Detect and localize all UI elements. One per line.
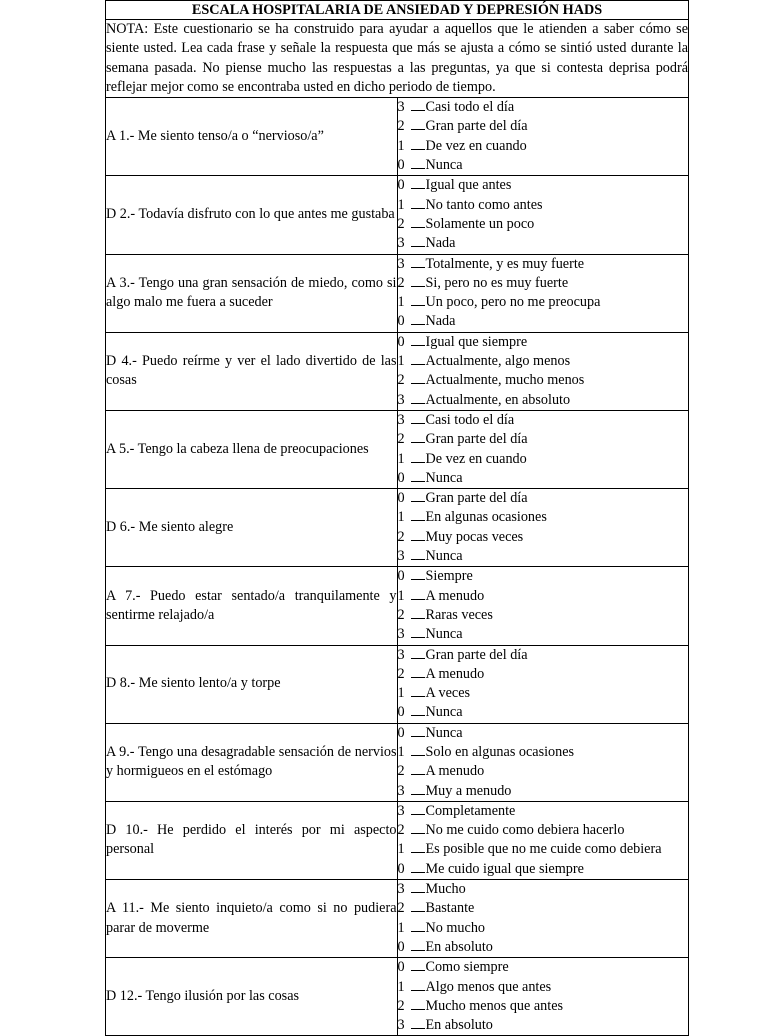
hads-table — [105, 0, 689, 1036]
option-score: 1 — [397, 743, 405, 760]
answer-blank-line[interactable] — [411, 508, 425, 521]
answer-options — [397, 880, 689, 958]
option-label: A menudo — [425, 587, 485, 604]
question-row — [106, 723, 689, 801]
answer-option[interactable] — [398, 880, 689, 899]
answer-option[interactable] — [398, 547, 689, 566]
answer-option[interactable] — [398, 196, 689, 215]
answer-blank-line[interactable] — [411, 234, 425, 247]
option-label: No tanto como antes — [425, 196, 543, 213]
option-score: 0 — [397, 860, 405, 877]
option-label: No me cuido como debiera hacerlo — [425, 822, 625, 839]
option-score: 1 — [397, 353, 405, 370]
answer-blank-line[interactable] — [411, 117, 425, 130]
option-label: Raras veces — [425, 606, 493, 623]
answer-blank-line[interactable] — [411, 391, 425, 404]
answer-blank-line[interactable] — [411, 782, 425, 795]
answer-option[interactable] — [398, 411, 689, 430]
question-text: D 4.- Puedo reírme y ver el lado divertido de las cosas — [106, 332, 398, 410]
answer-options — [397, 489, 689, 567]
answer-option[interactable] — [398, 587, 689, 606]
answer-blank-line[interactable] — [411, 196, 425, 209]
answer-blank-line[interactable] — [411, 567, 425, 580]
answer-option[interactable] — [398, 840, 689, 859]
answer-blank-line[interactable] — [411, 293, 425, 306]
answer-option[interactable] — [398, 430, 689, 449]
answer-blank-line[interactable] — [411, 430, 425, 443]
option-label: Actualmente, mucho menos — [425, 372, 585, 389]
answer-blank-line[interactable] — [411, 625, 425, 638]
option-label: Gran parte del día — [425, 118, 528, 135]
option-label: Me cuido igual que siempre — [425, 860, 584, 877]
answer-blank-line[interactable] — [411, 762, 425, 775]
answer-options — [397, 723, 689, 801]
option-score: 1 — [397, 685, 405, 702]
answer-blank-line[interactable] — [411, 997, 425, 1010]
question-row — [106, 567, 689, 645]
option-label: Un poco, pero no me preocupa — [425, 294, 601, 311]
answer-option[interactable] — [398, 176, 689, 195]
answer-blank-line[interactable] — [411, 938, 425, 951]
answer-option[interactable] — [398, 625, 689, 644]
option-label: Mucho — [425, 881, 466, 898]
answer-option[interactable] — [398, 782, 689, 801]
option-label: Es posible que no me cuide como debiera — [425, 841, 662, 858]
option-score: 0 — [397, 938, 405, 955]
answer-blank-line[interactable] — [411, 821, 425, 834]
option-label: Nunca — [425, 724, 463, 741]
answer-blank-line[interactable] — [411, 880, 425, 893]
answer-option[interactable] — [398, 684, 689, 703]
option-label: Algo menos que antes — [425, 978, 552, 995]
option-score: 1 — [397, 587, 405, 604]
answer-blank-line[interactable] — [411, 489, 425, 502]
question-text: D 12.- Tengo ilusión por las cosas — [106, 958, 398, 1036]
option-score: 1 — [397, 919, 405, 936]
answer-option[interactable] — [398, 743, 689, 762]
answer-option[interactable] — [398, 137, 689, 156]
option-label: A menudo — [425, 763, 485, 780]
option-score: 3 — [397, 99, 405, 116]
option-score: 2 — [397, 900, 405, 917]
option-label: De vez en cuando — [425, 137, 527, 154]
answer-option[interactable] — [398, 156, 689, 175]
question-text: D 2.- Todavía disfruto con lo que antes me gustaba — [106, 176, 398, 254]
answer-blank-line[interactable] — [411, 743, 425, 756]
answer-blank-line[interactable] — [411, 176, 425, 189]
answer-option[interactable] — [398, 274, 689, 293]
answer-blank-line[interactable] — [411, 703, 425, 716]
option-label: Nunca — [425, 157, 463, 174]
option-label: En absoluto — [425, 1017, 493, 1034]
question-row — [106, 410, 689, 488]
answer-blank-line[interactable] — [411, 899, 425, 912]
option-score: 2 — [397, 997, 405, 1014]
answer-blank-line[interactable] — [411, 646, 425, 659]
answer-blank-line[interactable] — [411, 606, 425, 619]
option-label: A veces — [425, 685, 471, 702]
answer-option[interactable] — [398, 508, 689, 527]
answer-option[interactable] — [398, 606, 689, 625]
answer-option[interactable] — [398, 703, 689, 722]
answer-option[interactable] — [398, 450, 689, 469]
answer-options — [397, 801, 689, 879]
question-text: D 8.- Me siento lento/a y torpe — [106, 645, 398, 723]
answer-option[interactable] — [398, 333, 689, 352]
option-label: Actualmente, algo menos — [425, 353, 571, 370]
answer-blank-line[interactable] — [411, 860, 425, 873]
answer-option[interactable] — [398, 860, 689, 879]
question-text: D 10.- He perdido el interés por mi aspecto personal — [106, 801, 398, 879]
option-score: 0 — [397, 333, 405, 350]
option-score: 2 — [397, 274, 405, 291]
answer-option[interactable] — [398, 489, 689, 508]
option-score: 1 — [397, 841, 405, 858]
option-score: 3 — [397, 255, 405, 272]
question-text: A 7.- Puedo estar sentado/a tranquilamente y sentirme relajado/a — [106, 567, 398, 645]
answer-option[interactable] — [398, 469, 689, 488]
option-score: 3 — [397, 782, 405, 799]
answer-option[interactable] — [398, 352, 689, 371]
question-text: A 3.- Tengo una gran sensación de miedo, como si algo malo me fuera a suceder — [106, 254, 398, 332]
option-score: 1 — [397, 978, 405, 995]
option-label: Como siempre — [425, 959, 509, 976]
option-label: Nunca — [425, 626, 463, 643]
option-label: Mucho menos que antes — [425, 997, 564, 1014]
answer-blank-line[interactable] — [411, 724, 425, 737]
option-score: 1 — [397, 450, 405, 467]
option-score: 1 — [397, 196, 405, 213]
answer-options — [397, 176, 689, 254]
document-title: ESCALA HOSPITALARIA DE ANSIEDAD Y DEPRESIÓN HADS — [106, 1, 689, 20]
option-score: 0 — [397, 177, 405, 194]
option-label: En absoluto — [425, 938, 493, 955]
answer-blank-line[interactable] — [411, 802, 425, 815]
answer-blank-line[interactable] — [411, 528, 425, 541]
answer-options — [397, 958, 689, 1036]
title-row — [106, 1, 689, 20]
option-label: Casi todo el día — [425, 99, 515, 116]
answer-blank-line[interactable] — [411, 665, 425, 678]
answer-option[interactable] — [398, 1016, 689, 1035]
answer-blank-line[interactable] — [411, 469, 425, 482]
answer-option[interactable] — [398, 762, 689, 781]
option-score: 0 — [397, 959, 405, 976]
option-score: 2 — [397, 431, 405, 448]
option-label: Gran parte del día — [425, 431, 528, 448]
answer-blank-line[interactable] — [411, 1016, 425, 1029]
question-text: D 6.- Me siento alegre — [106, 489, 398, 567]
option-score: 3 — [397, 548, 405, 565]
option-label: Casi todo el día — [425, 411, 515, 428]
option-score: 0 — [397, 490, 405, 507]
note-row — [106, 20, 689, 98]
option-label: A menudo — [425, 665, 485, 682]
answer-option[interactable] — [398, 802, 689, 821]
hads-document — [105, 0, 689, 1036]
answer-blank-line[interactable] — [411, 587, 425, 600]
question-text: A 5.- Tengo la cabeza llena de preocupaciones — [106, 410, 398, 488]
option-score: 0 — [397, 469, 405, 486]
option-score: 3 — [397, 1017, 405, 1034]
answer-blank-line[interactable] — [411, 411, 425, 424]
option-label: Igual que siempre — [425, 333, 528, 350]
question-row — [106, 958, 689, 1036]
answer-option[interactable] — [398, 215, 689, 234]
answer-blank-line[interactable] — [411, 274, 425, 287]
option-label: No mucho — [425, 919, 486, 936]
option-score: 3 — [397, 411, 405, 428]
option-score: 1 — [397, 137, 405, 154]
option-score: 0 — [397, 724, 405, 741]
option-label: De vez en cuando — [425, 450, 527, 467]
question-row — [106, 880, 689, 958]
option-score: 3 — [397, 881, 405, 898]
question-row — [106, 801, 689, 879]
question-row — [106, 176, 689, 254]
answer-option[interactable] — [398, 98, 689, 117]
option-score: 2 — [397, 763, 405, 780]
answer-option[interactable] — [398, 567, 689, 586]
question-text: A 11.- Me siento inquieto/a como si no pudiera parar de moverme — [106, 880, 398, 958]
answer-option[interactable] — [398, 821, 689, 840]
answer-blank-line[interactable] — [411, 137, 425, 150]
option-score: 2 — [397, 822, 405, 839]
answer-blank-line[interactable] — [411, 958, 425, 971]
answer-option[interactable] — [398, 371, 689, 390]
answer-option[interactable] — [398, 899, 689, 918]
option-score: 3 — [397, 626, 405, 643]
option-label: Solamente un poco — [425, 215, 535, 232]
option-label: Muy pocas veces — [425, 528, 524, 545]
option-label: Siempre — [425, 568, 473, 585]
answer-options — [397, 332, 689, 410]
answer-option[interactable] — [398, 978, 689, 997]
option-label: Nunca — [425, 704, 463, 721]
option-label: Nunca — [425, 469, 463, 486]
option-label: Nada — [425, 235, 456, 252]
option-score: 0 — [397, 313, 405, 330]
answer-option[interactable] — [398, 255, 689, 274]
option-score: 2 — [397, 215, 405, 232]
answer-option[interactable] — [398, 391, 689, 410]
option-score: 2 — [397, 528, 405, 545]
option-label: Completamente — [425, 802, 516, 819]
answer-blank-line[interactable] — [411, 978, 425, 991]
question-text: A 9.- Tengo una desagradable sensación de nervios y hormigueos en el estómago — [106, 723, 398, 801]
option-score: 3 — [397, 646, 405, 663]
answer-blank-line[interactable] — [411, 684, 425, 697]
answer-option[interactable] — [398, 938, 689, 957]
answer-option[interactable] — [398, 312, 689, 331]
option-label: Igual que antes — [425, 177, 512, 194]
option-label: Bastante — [425, 900, 475, 917]
question-row — [106, 254, 689, 332]
option-label: Nada — [425, 313, 456, 330]
option-score: 1 — [397, 509, 405, 526]
answer-option[interactable] — [398, 997, 689, 1016]
answer-blank-line[interactable] — [411, 215, 425, 228]
answer-blank-line[interactable] — [411, 312, 425, 325]
option-score: 1 — [397, 294, 405, 311]
answer-blank-line[interactable] — [411, 255, 425, 268]
answer-options — [397, 254, 689, 332]
answer-blank-line[interactable] — [411, 450, 425, 463]
option-label: Actualmente, en absoluto — [425, 391, 571, 408]
option-label: Gran parte del día — [425, 646, 528, 663]
option-score: 3 — [397, 235, 405, 252]
question-row — [106, 332, 689, 410]
answer-option[interactable] — [398, 646, 689, 665]
answer-option[interactable] — [398, 919, 689, 938]
option-score: 2 — [397, 118, 405, 135]
answer-option[interactable] — [398, 958, 689, 977]
question-text: A 1.- Me siento tenso/a o “nervioso/a” — [106, 98, 398, 176]
answer-options — [397, 645, 689, 723]
answer-option[interactable] — [398, 234, 689, 253]
answer-options — [397, 567, 689, 645]
option-score: 0 — [397, 157, 405, 174]
answer-options — [397, 410, 689, 488]
answer-option[interactable] — [398, 528, 689, 547]
answer-option[interactable] — [398, 665, 689, 684]
answer-blank-line[interactable] — [411, 547, 425, 560]
answer-blank-line[interactable] — [411, 156, 425, 169]
option-score: 2 — [397, 372, 405, 389]
option-label: Solo en algunas ocasiones — [425, 743, 575, 760]
answer-blank-line[interactable] — [411, 98, 425, 111]
option-label: Si, pero no es muy fuerte — [425, 274, 569, 291]
answer-blank-line[interactable] — [411, 919, 425, 932]
answer-blank-line[interactable] — [411, 352, 425, 365]
option-score: 3 — [397, 391, 405, 408]
option-label: En algunas ocasiones — [425, 509, 547, 526]
option-score: 2 — [397, 665, 405, 682]
answer-blank-line[interactable] — [411, 333, 425, 346]
question-row — [106, 645, 689, 723]
option-score: 3 — [397, 802, 405, 819]
option-score: 0 — [397, 704, 405, 721]
option-label: Muy a menudo — [425, 782, 512, 799]
answer-options — [397, 98, 689, 176]
option-score: 2 — [397, 606, 405, 623]
option-label: Gran parte del día — [425, 490, 528, 507]
instructions-note: NOTA: Este cuestionario se ha construido para ayudar a aquellos que le atienden a saber cómo se siente usted. Lea cada frase y señale la respuesta que más se ajusta a cómo se sintió usted durante la semana pasada. No piense mucho las respuestas a las preguntas, ya que si contesta deprisa podrá reflejar mejor como se encontraba usted en dicho periodo de tiempo. — [106, 20, 689, 98]
option-score: 0 — [397, 568, 405, 585]
answer-blank-line[interactable] — [411, 840, 425, 853]
question-row — [106, 489, 689, 567]
answer-blank-line[interactable] — [411, 371, 425, 384]
answer-option[interactable] — [398, 117, 689, 136]
option-label: Totalmente, y es muy fuerte — [425, 255, 585, 272]
answer-option[interactable] — [398, 724, 689, 743]
question-row — [106, 98, 689, 176]
option-label: Nunca — [425, 548, 463, 565]
answer-option[interactable] — [398, 293, 689, 312]
